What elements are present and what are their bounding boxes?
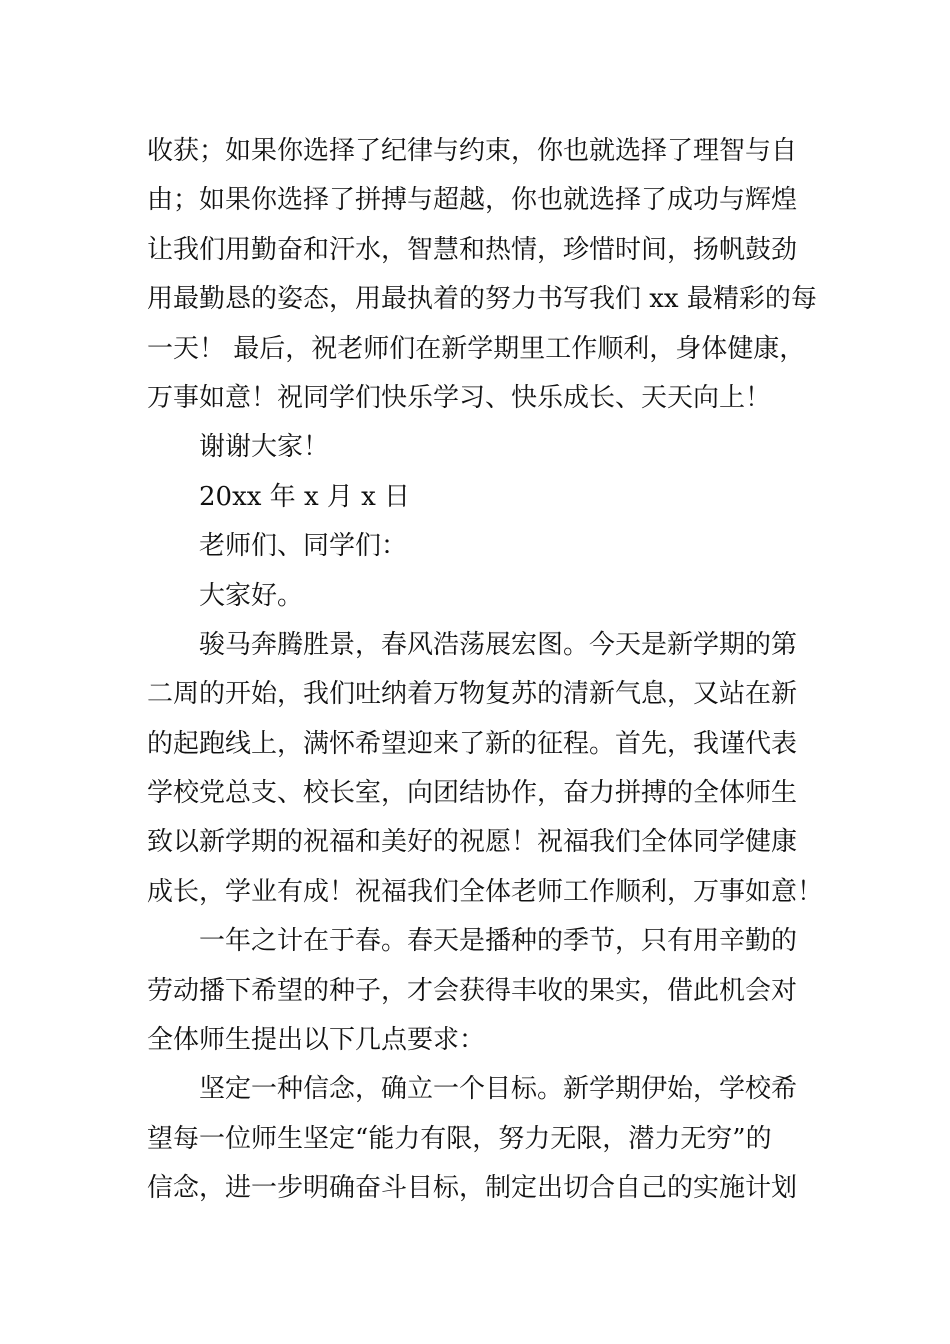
- text-line: 望每一位师生坚定“能力有限，努力无限，潜力无穷”的: [147, 1123, 772, 1154]
- text-line: 老师们、同学们：: [199, 531, 408, 562]
- text-line: 骏马奔腾胜景，春风浩荡展宏图。今天是新学期的第: [199, 629, 798, 660]
- text-line: 大家好。: [199, 580, 304, 611]
- text-line: 一天！ 最后，祝老师们在新学期里工作顺利，身体健康，: [147, 333, 806, 364]
- text-line: 坚定一种信念，确立一个目标。新学期伊始，学校希: [199, 1074, 798, 1105]
- text-line: 信念，进一步明确奋斗目标，制定出切合自己的实施计划: [147, 1173, 798, 1204]
- text-line: 的起跑线上，满怀希望迎来了新的征程。首先，我谨代表: [147, 728, 798, 759]
- text-line: 全体师生提出以下几点要求：: [147, 1025, 486, 1056]
- text-line: 用最勤恳的姿态，用最执着的努力书写我们 xx 最精彩的每: [147, 284, 817, 315]
- text-line: 由；如果你选择了拼搏与超越，你也就选择了成功与辉煌: [147, 185, 798, 216]
- text-line: 万事如意！祝同学们快乐学习、快乐成长、天天向上！: [147, 382, 772, 413]
- text-line: 致以新学期的祝福和美好的祝愿！祝福我们全体同学健康: [147, 827, 798, 858]
- text-line: 二周的开始，我们吐纳着万物复苏的清新气息，又站在新: [147, 679, 798, 710]
- text-line: 学校党总支、校长室，向团结协作，奋力拼搏的全体师生: [147, 778, 798, 809]
- text-line: 20xx 年 x 月 x 日: [199, 481, 411, 512]
- text-line: 让我们用勤奋和汗水，智慧和热情，珍惜时间，扬帆鼓劲: [147, 234, 798, 265]
- text-line: 劳动播下希望的种子，才会获得丰收的果实，借此机会对: [147, 975, 798, 1006]
- text-line: 成长，学业有成！祝福我们全体老师工作顺利，万事如意！: [147, 876, 824, 907]
- text-line: 收获；如果你选择了纪律与约束，你也就选择了理智与自: [147, 136, 798, 166]
- text-line: 谢谢大家！: [199, 432, 330, 463]
- text-line: 一年之计在于春。春天是播种的季节，只有用辛勤的: [199, 926, 798, 957]
- document-body: [147, 127, 824, 1214]
